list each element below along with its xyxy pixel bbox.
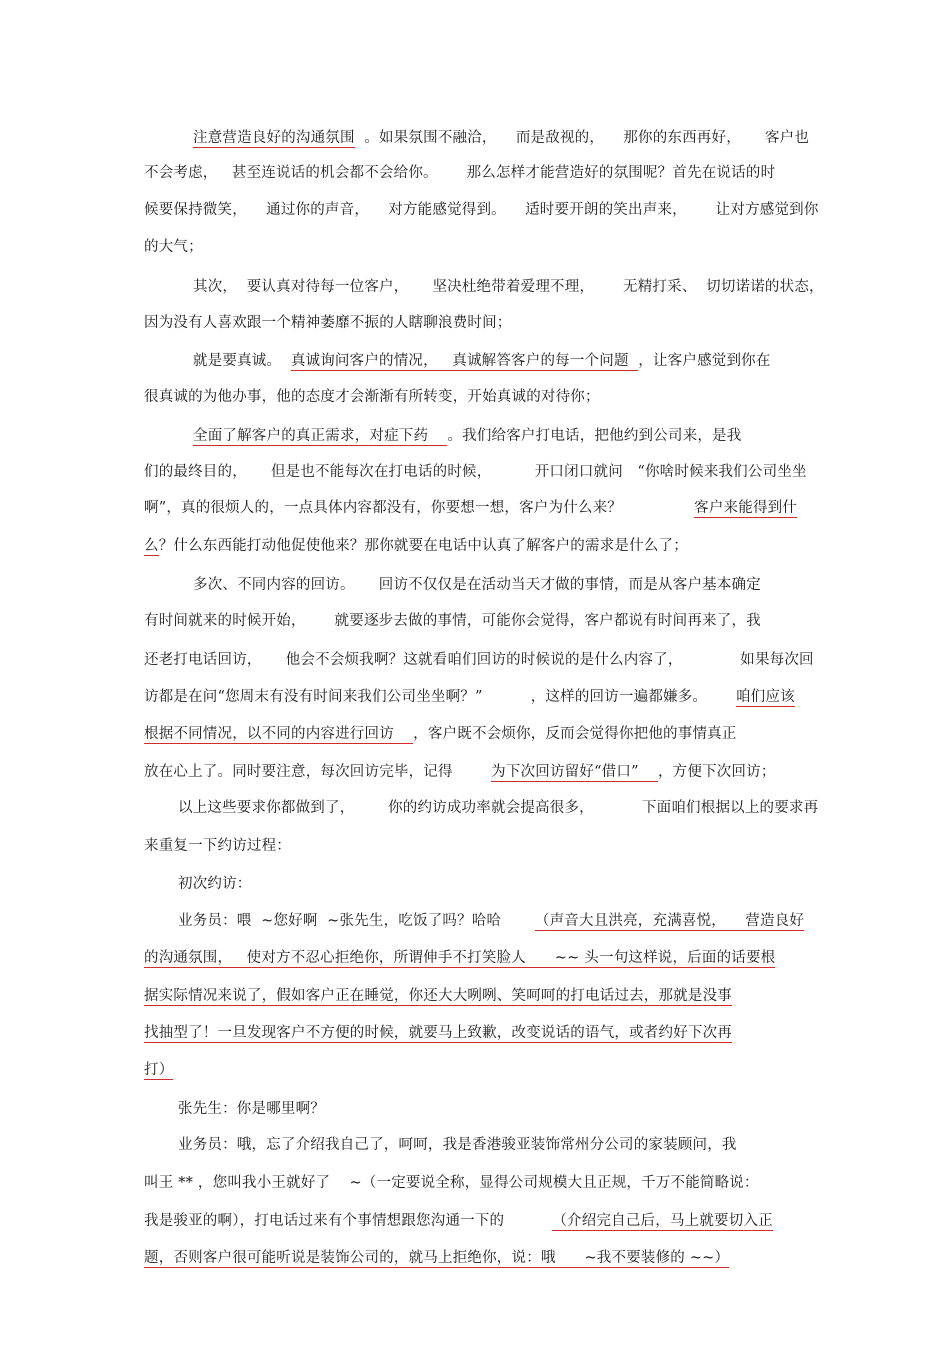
text-run: 我是骏亚的啊），打电话过来有个事情想跟您沟通一下的 — [144, 1213, 553, 1229]
text-line — [144, 1023, 732, 1043]
text-run: 来重复一下约访过程： — [144, 838, 291, 854]
underlined-phrase: （介绍完自己后，马上就要切入正 — [552, 1213, 773, 1229]
text-run: 访都是在问“您周末有没有时间来我们公司坐坐啊？” ，这样的回访一遍都嫌多。 — [144, 689, 736, 705]
text-line — [144, 237, 203, 257]
text-run: 的大气； — [144, 239, 203, 255]
text-line — [144, 836, 291, 856]
text-line — [144, 687, 795, 707]
text-line — [178, 1099, 325, 1119]
underlined-phrase: 注意营造良好的沟通氛围 — [193, 130, 355, 146]
text-line — [144, 1060, 173, 1080]
text-run: 。如果氛围不融洽， 而是敌视的， 那你的东西再好， 客户也 — [354, 130, 810, 146]
underlined-phrase: 咱们应该 — [735, 689, 795, 705]
underlined-phrase: 真诚询问客户的情况， 真诚解答客户的每一个问题 — [290, 353, 639, 369]
text-run: 就是要真诚。 — [193, 353, 291, 369]
text-run: 张先生：你是哪里啊？ — [178, 1101, 325, 1117]
text-line — [144, 498, 797, 518]
text-line — [178, 798, 818, 818]
underlined-phrase: 全面了解客户的真正需求，对症下药 — [193, 428, 448, 444]
text-line — [193, 426, 741, 446]
underlined-phrase: 根据不同情况，以不同的内容进行回访 — [144, 726, 414, 742]
text-line — [144, 536, 688, 556]
text-run: 候要保持微笑， 通过你的声音， 对方能感觉得到。 适时要开朗的笑出声来， 让对方感觉到你 — [144, 202, 819, 218]
underlined-phrase: 找抽型了！一旦发现客户不方便的时候，就要马上致歉，改变说话的语气，或者约好下次再 — [144, 1025, 732, 1041]
text-line — [144, 462, 807, 482]
text-run: 多次、不同内容的回访。 回访不仅仅是在活动当天才做的事情，而是从客户基本确定 — [193, 577, 761, 593]
text-run: ，让客户感觉到你在 — [638, 353, 771, 369]
underlined-phrase: 据实际情况来说了，假如客户正在睡觉，你还大大咧咧、笑呵呵的打电话过去，那就是没事 — [144, 988, 732, 1004]
text-line — [144, 313, 512, 333]
text-line — [144, 387, 600, 407]
text-line — [178, 1135, 737, 1155]
text-line — [144, 163, 775, 183]
text-run: ，方便下次回访； — [657, 764, 776, 780]
underlined-phrase: 的沟通氛围， 使对方不忍心拒绝你，所谓伸手不打笑脸人 ~~ 头一句这样说，后面的话要根 — [144, 950, 776, 966]
text-run: 很真诚的为他办事，他的态度才会渐渐有所转变，开始真诚的对待你； — [144, 389, 600, 405]
text-run: ，客户既不会烦你，反而会觉得你把他的事情真正 — [413, 726, 737, 742]
text-run: 啊”，真的很烦人的，一点具体内容都没有，你要想一想，客户为什么来？ — [144, 500, 695, 516]
text-line — [144, 724, 737, 744]
text-line — [144, 1173, 759, 1193]
underlined-phrase: 么 — [144, 538, 159, 554]
text-line — [144, 650, 814, 670]
underlined-phrase: （声音大且洪亮，充满喜悦， 营造良好 — [534, 913, 805, 929]
text-line — [193, 575, 761, 595]
text-run: 初次约访： — [178, 876, 252, 892]
text-line — [144, 986, 732, 1006]
text-run: 放在心上了。同时要注意，每次回访完毕，记得 — [144, 764, 492, 780]
underlined-phrase: 客户来能得到什 — [694, 500, 798, 516]
text-line — [178, 911, 804, 931]
text-line — [144, 1211, 773, 1231]
text-run: 叫王 ** ，您叫我小王就好了 ~（一定要说全称，显得公司规模大且正规，千万不能简略说： — [144, 1175, 759, 1191]
text-line — [193, 128, 809, 148]
text-run: 不会考虑， 甚至连说话的机会都不会给你。 那么怎样才能营造好的氛围呢？首先在说话的时 — [144, 165, 776, 181]
text-run: 业务员：哦，忘了介绍我自己了，呵呵，我是香港骏亚装饰常州分公司的家装顾问，我 — [178, 1137, 737, 1153]
text-run: ？什么东西能打动他促使他来？那你就要在电话中认真了解客户的需求是什么了； — [158, 538, 688, 554]
text-run: 业务员：喂 ~您好啊 ~张先生，吃饭了吗？哈哈 — [178, 913, 535, 929]
text-line — [144, 611, 761, 631]
text-run: 。我们给客户打电话，把他约到公司来，是我 — [447, 428, 742, 444]
text-run: 们的最终目的， 但是也不能每次在打电话的时候， 开口闭口就问 “你啥时候来我们公司坐坐 — [144, 464, 807, 480]
text-run: 有时间就来的时候开始， 就要逐步去做的事情，可能你会觉得，客户都说有时间再来了，我 — [144, 613, 761, 629]
text-run: 以上这些要求你都做到了， 你的约访成功率就会提高很多， 下面咱们根据以上的要求再 — [178, 800, 819, 816]
underlined-phrase: 为下次回访留好“借口” — [491, 764, 658, 780]
text-line — [144, 200, 819, 220]
text-line — [144, 762, 776, 782]
underlined-phrase: 题，否则客户很可能听说是装饰公司的，就马上拒绝你，说：哦 ~我不要装修的 ~~） — [144, 1250, 730, 1266]
text-run: 其次， 要认真对待每一位客户， 坚决杜绝带着爱理不理， 无精打采、 切切诺诺的状态， — [193, 279, 824, 295]
text-line — [193, 277, 824, 297]
text-run: 因为没有人喜欢跟一个精神萎靡不振的人瞎聊浪费时间； — [144, 315, 512, 331]
text-line — [144, 1248, 729, 1268]
text-run: 还老打电话回访， 他会不会烦我啊？这就看咱们回访的时候说的是什么内容了， 如果每次回 — [144, 652, 814, 668]
underlined-phrase: 打） — [144, 1062, 174, 1078]
text-line — [178, 874, 252, 894]
text-line — [144, 948, 775, 968]
text-line — [193, 351, 771, 371]
